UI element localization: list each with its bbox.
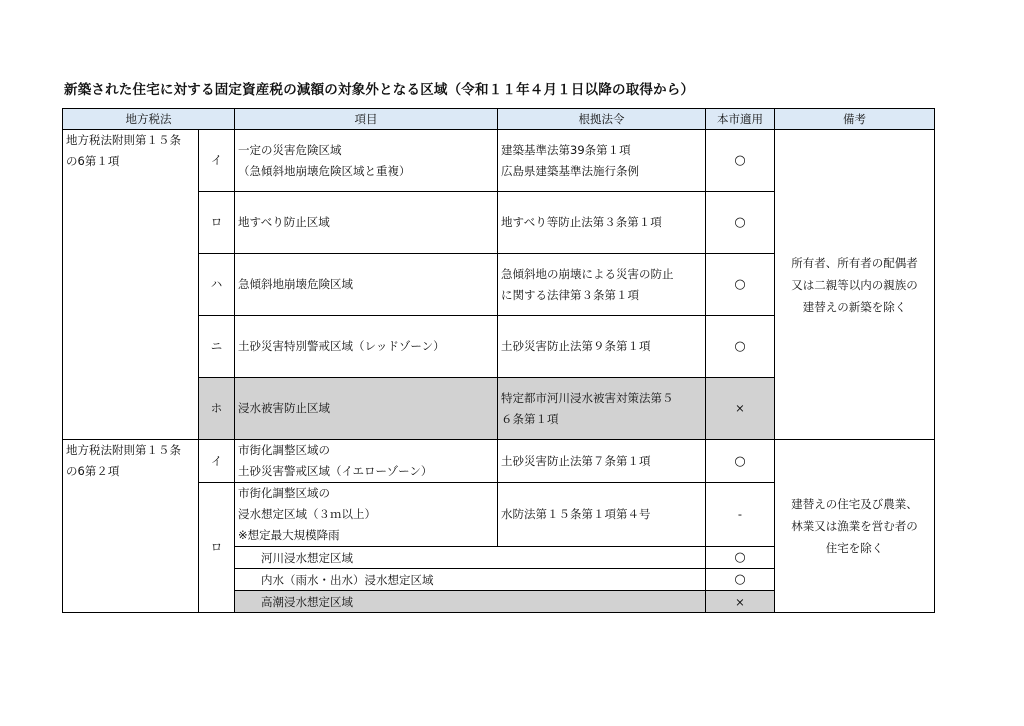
row-item-line2: （急傾斜地崩壊危険区域と重複） xyxy=(238,163,411,178)
row-applies: ○ xyxy=(706,440,775,483)
row-applies: ○ xyxy=(706,254,775,316)
row-basis: 水防法第１５条第１項第４号 xyxy=(498,483,706,547)
row-basis: 土砂災害防止法第７条第１項 xyxy=(498,440,706,483)
section1-remarks-line1: 所有者、所有者の配偶者 xyxy=(791,255,918,270)
section1-remarks xyxy=(775,130,935,440)
row-item-line3: ※想定最大規模降雨 xyxy=(238,528,340,542)
header-tax-law: 地方税法 xyxy=(63,109,235,130)
row-applies: ○ xyxy=(706,130,775,192)
section2-law xyxy=(63,440,199,613)
row-item-line1: 市街化調整区域の xyxy=(238,486,330,500)
table-row xyxy=(63,130,935,192)
row-basis xyxy=(498,130,706,192)
row-mark: ホ xyxy=(199,378,235,440)
row-basis-line1: 急傾斜地の崩壊による災害の防止 xyxy=(501,266,674,281)
header-remarks: 備考 xyxy=(775,109,935,130)
section2-law-line2: の6第２項 xyxy=(66,464,120,478)
section2-remarks xyxy=(775,440,935,613)
row-basis: 土砂災害防止法第９条第１項 xyxy=(498,316,706,378)
row-mark: ロ xyxy=(199,483,235,613)
subrow-label: 高潮浸水想定区域 xyxy=(235,591,706,613)
table-row xyxy=(63,440,935,483)
row-item: 土砂災害特別警戒区域（レッドゾーン） xyxy=(235,316,498,378)
header-city-applies: 本市適用 xyxy=(706,109,775,130)
section2-remarks-line3: 住宅を除く xyxy=(825,541,884,555)
section2-remarks-line2: 林業又は漁業を営む者の xyxy=(791,519,918,533)
row-basis xyxy=(498,254,706,316)
row-mark: ロ xyxy=(199,192,235,254)
row-mark: イ xyxy=(199,440,235,483)
row-item: 浸水被害防止区域 xyxy=(235,378,498,440)
row-item-line2: 浸水想定区域（３ｍ以上） xyxy=(238,507,376,521)
header-item: 項目 xyxy=(235,109,498,130)
section2-law-line1: 地方税法附則第１５条 xyxy=(66,443,181,457)
row-mark: ニ xyxy=(199,316,235,378)
section1-remarks-line3: 建替えの新築を除く xyxy=(802,299,907,314)
section1-law-line2: の6第１項 xyxy=(66,154,120,168)
subrow-applies: ○ xyxy=(706,569,775,591)
row-item-line1: 市街化調整区域の xyxy=(238,443,330,457)
row-basis xyxy=(498,378,706,440)
row-basis-line1: 特定都市河川浸水被害対策法第５ xyxy=(501,390,674,405)
row-item xyxy=(235,483,498,547)
subrow-label: 河川浸水想定区域 xyxy=(235,547,706,569)
row-item xyxy=(235,130,498,192)
row-basis-line2: ６条第１項 xyxy=(501,411,559,426)
row-basis-line2: に関する法律第３条第１項 xyxy=(501,287,639,302)
row-applies: ○ xyxy=(706,316,775,378)
row-item-line2: 土砂災害警戒区域（イエローゾーン） xyxy=(238,464,433,478)
row-mark: ハ xyxy=(199,254,235,316)
row-basis-line1: 建築基準法第39条第１項 xyxy=(501,142,631,157)
header-basis-law: 根拠法令 xyxy=(498,109,706,130)
table-header-row xyxy=(63,109,935,130)
subrow-label: 内水（雨水・出水）浸水想定区域 xyxy=(235,569,706,591)
row-item-line1: 一定の災害危険区域 xyxy=(238,142,342,157)
page-title: 新築された住宅に対する固定資産税の減額の対象外となる区域（令和１１年４月１日以降の取得から） xyxy=(64,82,695,98)
section1-law xyxy=(63,130,199,440)
exclusion-zone-table xyxy=(62,108,935,613)
row-applies: ○ xyxy=(706,192,775,254)
row-mark: イ xyxy=(199,130,235,192)
subrow-applies: ○ xyxy=(706,547,775,569)
subrow-applies: × xyxy=(706,591,775,613)
section1-law-line1: 地方税法附則第１５条 xyxy=(66,133,181,147)
row-applies: × xyxy=(706,378,775,440)
row-item xyxy=(235,440,498,483)
row-item: 急傾斜地崩壊危険区域 xyxy=(235,254,498,316)
section2-remarks-line1: 建替えの住宅及び農業、 xyxy=(791,497,918,511)
row-basis: 地すべり等防止法第３条第１項 xyxy=(498,192,706,254)
row-applies: - xyxy=(706,483,775,547)
section1-remarks-line2: 又は二親等以内の親族の xyxy=(791,277,918,292)
row-basis-line2: 広島県建築基準法施行条例 xyxy=(501,163,639,178)
row-item: 地すべり防止区域 xyxy=(235,192,498,254)
